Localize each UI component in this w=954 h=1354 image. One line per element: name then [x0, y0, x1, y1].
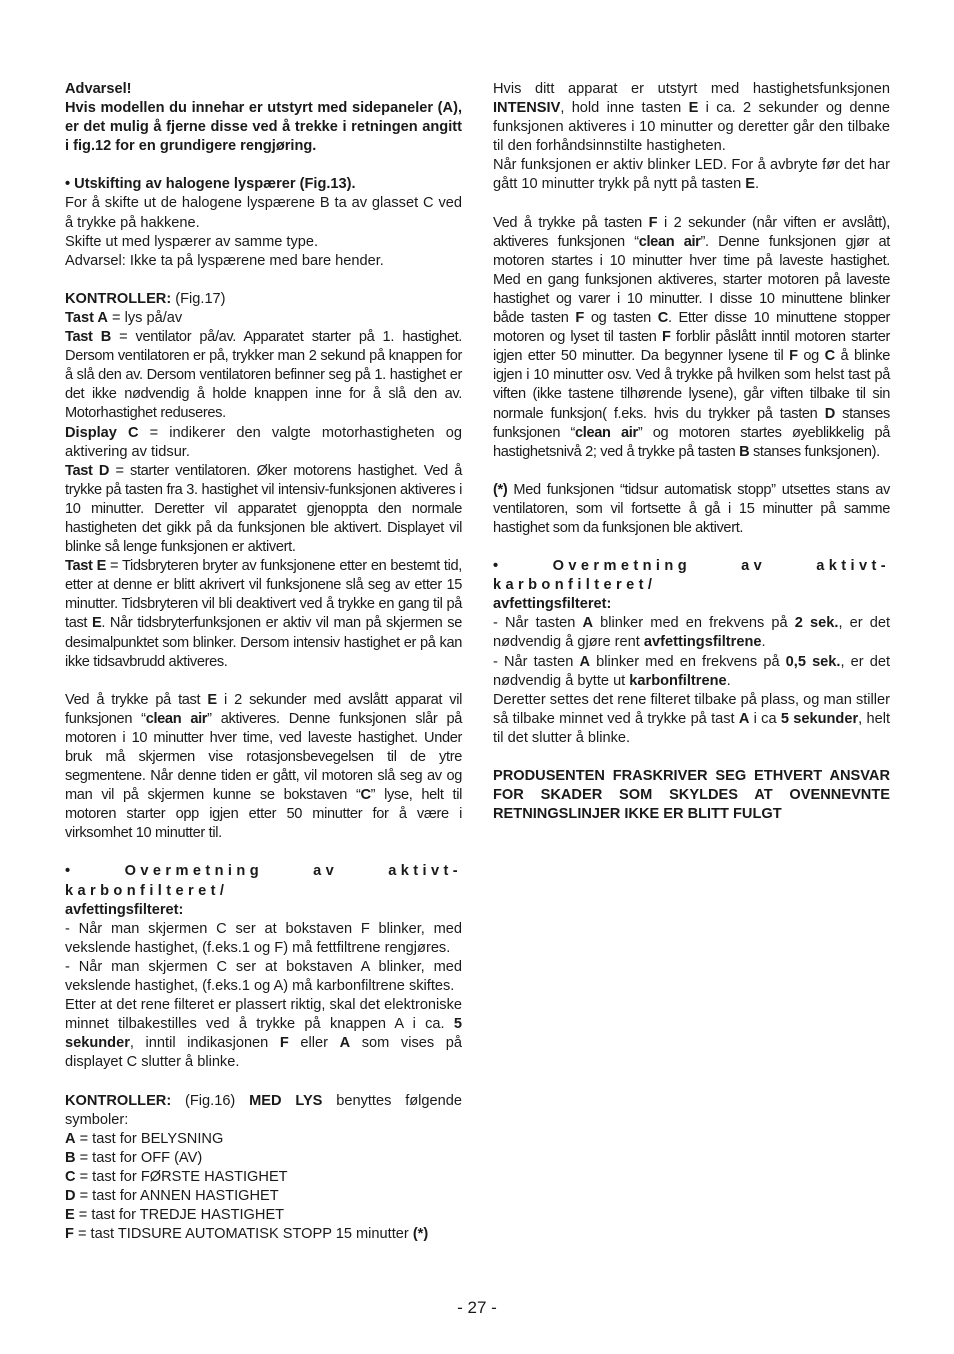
timer-note: (*) Med funksjonen “tidsur automatisk stopp” utsettes stans av ventilatoren, som vil fortsette å gå i 15 minutter på samme hastighet som da funksjonen ble aktivert. — [493, 481, 890, 536]
saturation-grease: - Når man skjermen C ser at bokstaven F blinker, med vekslende hastighet, (f.eks.1 og F) må fettfiltrene rengjøres. — [65, 920, 462, 956]
saturation-carbon: - Når man skjermen C ser at bokstaven A blinker, med vekslende hastighet, (f.eks.1 og A) må karbonfiltrene skiftes. — [65, 958, 462, 995]
page-number: - 27 - — [457, 1298, 497, 1317]
key-item: A = tast for BELYSNING — [65, 1130, 224, 1147]
disclaimer: PRODUSENTEN FRASKRIVER SEG ETHVERT ANSVAR FOR SKADER SOM SKYLDES AT OVENNEVNTE RETNINGSLINJER IKKE ER BLITT FULGT — [493, 768, 890, 823]
key-item: C = tast for FØRSTE HASTIGHET — [65, 1168, 288, 1185]
halogen-line: Advarsel: Ikke ta på lyspærene med bare hender. — [65, 252, 384, 269]
clean-air-paragraph: Ved å trykke på tasten F i 2 sekunder (når viften er avslått), aktiveres funksjonen “clean air”. Denne funksjonen gjør at motoren startes i 10 minutter hver time på laveste hastighet. Med en gang funksjonen aktiveres, starter motoren på laveste hastighet og varer i 10 minutter. I disse 10 minuttene blinker både tasten F og tasten C. Etter disse 10 minuttene stopper motoren og lyset til tasten F forblir påslått inntil motoren starter igjen etter 50 minutter. Da begynner lysene til F og C å blinke igjen i 10 minutter osv. Ved å trykke på hvilken som helst tast på viften (ikke tastene tilhørende lysene), går viften tilbake til sin normale funksjon( f.eks. hvis du trykker på tasten D stanses funksjonen “clean air” og motoren startes øyeblikkelig på hastighetsnivå 2; ved å trykke på tasten B stanses funksjonen). — [493, 214, 890, 460]
filter-reset: Etter at det rene filteret er plassert riktig, skal det elektroniske minnet tilbakestilles ved å trykke på knappen A i ca. 5 sekunder, inntil indikasjonen F eller A som vises på displayet C slutter å blinke. — [65, 997, 463, 1071]
saturation-grease: - Når tasten A blinker med en frekvens på 2 sek., er det nødvendig å gjøre rent avfettingsfiltrene. — [493, 615, 891, 651]
key-item: E = tast for TREDJE HASTIGHET — [65, 1207, 285, 1224]
filter-reset: Deretter settes det rene filteret tilbake på plass, og man stiller så tilbake minnet ved å trykke på tast A i ca 5 sekunder, helt til det slutter å blinke. — [493, 691, 891, 746]
intensive-paragraph: Hvis ditt apparat er utstyrt med hastighetsfunksjonen INTENSIV, hold inne tasten E i ca. 2 sekunder og denne funksjonen aktiveres i 10 minutter og deretter går den tilbake til den forhåndsinnstilte hastigheten. — [493, 81, 890, 155]
tast-e: Tast E = Tidsbryteren bryter av funksjonene etter en bestemt tid, etter at denne er blitt akrivert vil funksjonene slå seg av etter 15 minutter. Tidsbryteren vil bli deaktivert ved å trykke en gang til på tast E. Når tidsbryterfunksjonen er aktiv vil man på skjermen se desimalpunktet som blinker. Dersom intensiv hastighet er på kan ikke tidsavbrudd aktiveres. — [65, 558, 462, 670]
saturation-heading: • Overmetning av aktivt-karbonfilteret/ — [493, 558, 890, 594]
warning-title: Advarsel! — [65, 81, 132, 97]
controls-fig16: KONTROLLER: (Fig.16) MED LYS benyttes følgende symboler: — [65, 1092, 463, 1128]
display-c: Display C = indikerer den valgte motorhastigheten og aktivering av tidsur. — [65, 424, 462, 460]
key-item: B = tast for OFF (AV) — [65, 1149, 203, 1166]
halogen-line: For å skifte ut de halogene lyspærene B ta av glasset C ved å trykke på hakkene. — [65, 195, 462, 231]
controls-fig17: KONTROLLER: (Fig.17) — [65, 290, 226, 307]
tast-b: Tast B = ventilator på/av. Apparatet starter på 1. hastighet. Dersom ventilatoren er på, trykker man 2 sekund på knappen for å slå den av. Dersom ventilatoren befinner seg på 1. hastighet er det ikke nødvendig å holde knappen inne for å slå den av. Motorhastighet reduseres. — [65, 329, 463, 422]
left-column — [65, 80, 462, 1244]
saturation-heading: • Overmetning av aktivt-karbonfilteret/ — [65, 863, 462, 899]
saturation-heading-2: avfettingsfilteret: — [65, 901, 184, 918]
warning-text: Hvis modellen du innehar er utstyrt med sidepaneler (A), er det mulig å fjerne disse ved å trekke i retningen angitt i fig.12 for en grundigere rengjøring. — [65, 100, 462, 155]
tast-d: Tast D = starter ventilatoren. Øker motorens hastighet. Ved å trykke på tasten fra 3. hastighet vil intensiv-funksjonen aktiveres i 10 minutter. Deretter vil apparatet gjenoppta den normale hastigheten det gikk på da funksjonen ble aktivert. Displayet vil blinke så lenge funksjonen er aktivert. — [65, 462, 463, 556]
intensive-cancel: Når funksjonen er aktiv blinker LED. For å avbryte før det har gått 10 minutter trykk på nytt på tasten E. — [493, 157, 890, 193]
right-column — [493, 80, 890, 824]
halogen-heading: • Utskifting av halogene lyspærer (Fig.13). — [65, 176, 356, 193]
saturation-heading-2: avfettingsfilteret: — [493, 596, 612, 613]
key-item: D = tast for ANNEN HASTIGHET — [65, 1187, 279, 1204]
clean-air-paragraph: Ved å trykke på tast E i 2 sekunder med avslått apparat vil funksjonen “clean air” aktiveres. Denne funksjonen slår på motoren i 10 minutter hver time, ved laveste hastighet. Under bruk må skjermen vise rotasjonsbevegelsen til de ytre segmentene. Når denne tiden er gått, vil motoren slå seg av og man vil på skjermen kunne se bokstaven “C” lyse, helt til motoren starter opp igjen etter 50 minutter for å være i virksomhet 10 minutter til. — [65, 691, 462, 842]
tast-a: Tast A = lys på/av — [65, 309, 183, 326]
halogen-line: Skifte ut med lyspærer av samme type. — [65, 233, 319, 250]
key-item: F = tast TIDSURE AUTOMATISK STOPP 15 minutter (*) — [65, 1226, 429, 1243]
saturation-carbon: - Når tasten A blinker med en frekvens på 0,5 sek., er det nødvendig å bytte ut karbonfiltrene. — [493, 653, 891, 689]
